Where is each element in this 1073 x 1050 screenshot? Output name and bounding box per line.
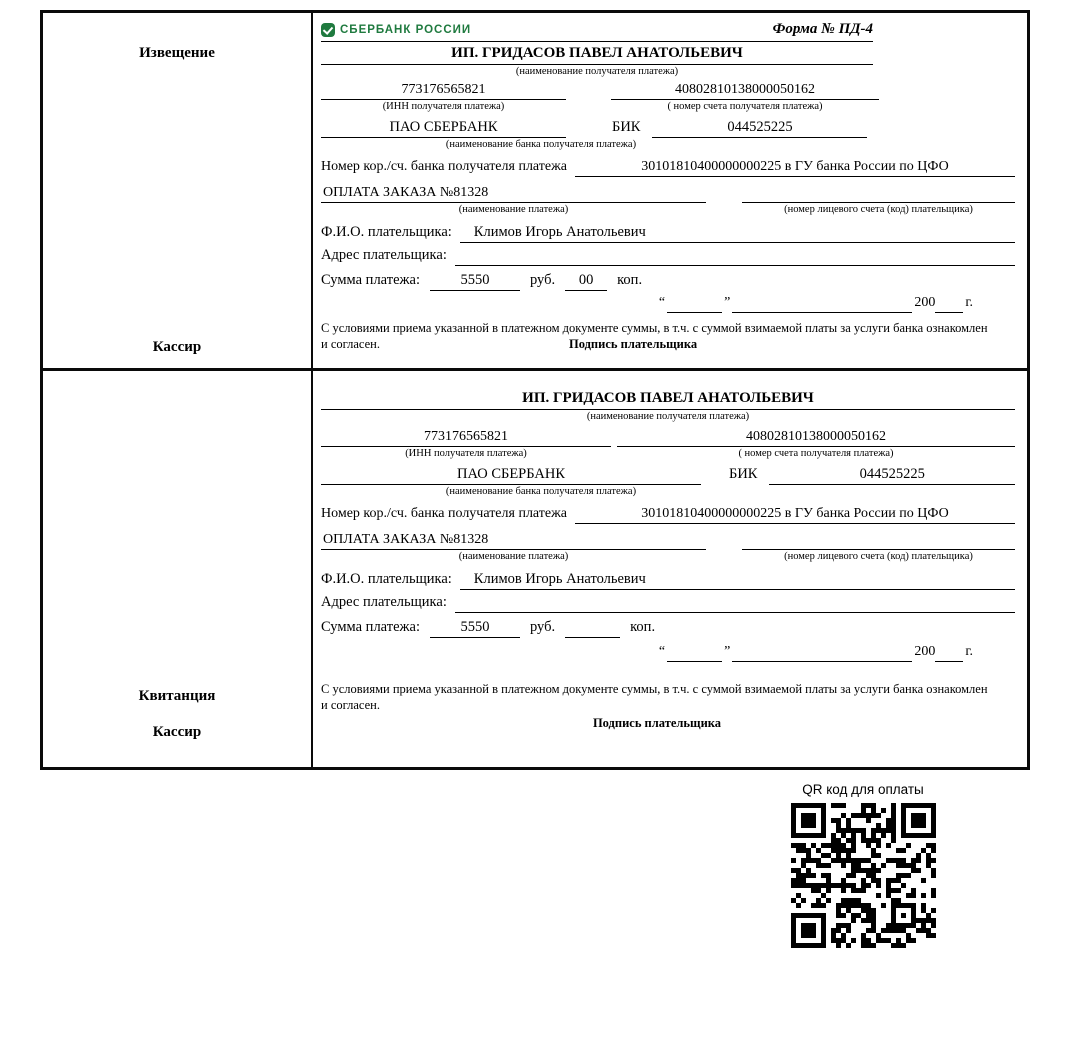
inn-value: 773176565821 [321,82,566,100]
bank-name-value: ПАО СБЕРБАНК [321,119,566,138]
personal-account-caption: (номер лицевого счета (код) плательщика) [784,551,973,563]
day-line [667,295,722,313]
purpose-row [321,185,1015,203]
notice-content [313,13,1027,368]
inn-value: 773176565821 [321,429,611,447]
payer-address-line [455,248,1015,266]
payer-name-label: Ф.И.О. плательщика: [321,224,452,241]
purpose-captions [321,550,1015,563]
corr-account-value: 30101810400000000225 в ГУ банка России по ЦФО [575,506,1015,524]
year-line [935,295,963,313]
kop-label: коп. [617,272,643,289]
payee-name: ИП. ГРИДАСОВ ПАВЕЛ АНАТОЛЬЕВИЧ [321,42,873,65]
inn-account-row [321,429,1015,447]
month-line [732,295,912,313]
amount-kop-value: 00 [565,272,607,291]
bik-value: 044525225 [652,119,867,138]
qr-section [788,782,938,948]
bank-row [321,119,1015,138]
payer-address-row [321,247,1015,266]
payer-name-row [321,224,1015,243]
close-quote: ” [724,644,731,660]
agreement-block [321,321,993,352]
payer-address-label: Адрес плательщика: [321,594,447,611]
corr-account-value: 30101810400000000225 в ГУ банка России по ЦФО [575,159,1015,177]
year-prefix: 200 [914,295,936,311]
personal-account-line [742,532,1015,550]
month-line [732,644,912,662]
purpose-caption: (наименование платежа) [458,551,569,563]
bik-value: 044525225 [769,466,1015,485]
bank-caption: (наименование банка получателя платежа) [445,139,637,151]
amount-rub-value: 5550 [430,619,520,638]
sberbank-logo [321,23,471,37]
receipt-label: Квитанция [138,688,216,704]
day-line [667,644,722,662]
amount-row [321,619,1015,638]
personal-account-caption: (номер лицевого счета (код) плательщика) [784,204,973,216]
date-row [321,644,973,662]
inn-caption: (ИНН получателя платежа) [382,101,505,113]
payer-name-label: Ф.И.О. плательщика: [321,571,452,588]
date-row [321,295,973,313]
year-line [935,644,963,662]
inn-caption: (ИНН получателя платежа) [405,448,527,460]
payment-form-pd4 [40,10,1030,770]
signature-label: Подпись плательщика [592,715,722,730]
year-suffix: г. [965,295,973,311]
sberbank-logo-icon [321,23,335,37]
corr-label: Номер кор./сч. банка получателя платежа [321,159,567,175]
purpose-caption: (наименование платежа) [458,204,569,216]
inn-account-row [321,82,1015,100]
payee-name: ИП. ГРИДАСОВ ПАВЕЛ АНАТОЛЬЕВИЧ [321,387,1015,410]
payer-name-row [321,571,1015,590]
close-quote: ” [724,295,731,311]
inn-account-captions [321,447,1015,460]
payee-name-caption: (наименование получателя платежа) [515,66,679,77]
bik-label: БИК [729,466,758,483]
cashier-label: Кассир [152,339,202,355]
form-number: Форма № ПД-4 [772,21,873,37]
receipt-section [43,371,1027,767]
amount-row [321,272,1015,291]
purpose-captions [321,203,1015,216]
notice-label: Извещение [139,45,215,61]
sberbank-logo-text: СБЕРБАНК РОССИИ [340,23,472,36]
rub-label: руб. [530,619,556,636]
bik-label: БИК [612,119,641,136]
payer-name-value: Климов Игорь Анатольевич [460,571,1015,590]
bank-name-value: ПАО СБЕРБАНК [321,466,701,485]
personal-account-line [742,185,1015,203]
qr-code [791,803,936,948]
corr-row [321,506,1015,524]
year-suffix: г. [965,644,973,660]
open-quote: “ [658,644,666,660]
kop-label: коп. [630,619,656,636]
purpose-row [321,532,1015,550]
account-caption: ( номер счета получателя платежа) [667,101,823,113]
payment-purpose-value: ОПЛАТА ЗАКАЗА №81328 [321,185,706,203]
receipt-content [313,371,1027,767]
payer-address-label: Адрес плательщика: [321,247,447,264]
payment-purpose-value: ОПЛАТА ЗАКАЗА №81328 [321,532,706,550]
notice-side-column [43,13,313,368]
payer-name-value: Климов Игорь Анатольевич [460,224,1015,243]
notice-header-row [321,21,873,42]
agreement-block [321,682,993,713]
account-caption: ( номер счета получателя платежа) [738,448,894,460]
open-quote: “ [658,295,666,311]
corr-label: Номер кор./сч. банка получателя платежа [321,506,567,522]
receipt-side-column [43,371,313,767]
rub-label: руб. [530,272,556,289]
payer-address-line [455,595,1015,613]
corr-row [321,159,1015,177]
payee-name-caption: (наименование получателя платежа) [586,411,750,422]
bank-row [321,466,1015,485]
amount-label: Сумма платежа: [321,619,420,636]
bank-caption: (наименование банка получателя платежа) [445,486,637,498]
amount-rub-value: 5550 [430,272,520,291]
qr-caption: QR код для оплаты [802,782,924,797]
signature-label: Подпись плательщика [569,336,698,351]
agreement-text: С условиями приема указанной в платежном документе суммы, в т.ч. с суммой взимаемой платы за услуги банка ознакомлен и согласен. [321,682,988,712]
amount-kop-value [565,620,620,638]
payer-address-row [321,594,1015,613]
account-value: 40802810138000050162 [617,429,1015,447]
agreement-text: С условиями приема указанной в платежном документе суммы, в т.ч. с суммой взимаемой платы за услуги банка ознакомлен и согласен. [321,321,988,351]
cashier-label: Кассир [152,724,202,740]
amount-label: Сумма платежа: [321,272,420,289]
account-value: 40802810138000050162 [611,82,879,100]
inn-account-captions [321,100,1015,113]
year-prefix: 200 [914,644,936,660]
notice-section [43,13,1027,371]
